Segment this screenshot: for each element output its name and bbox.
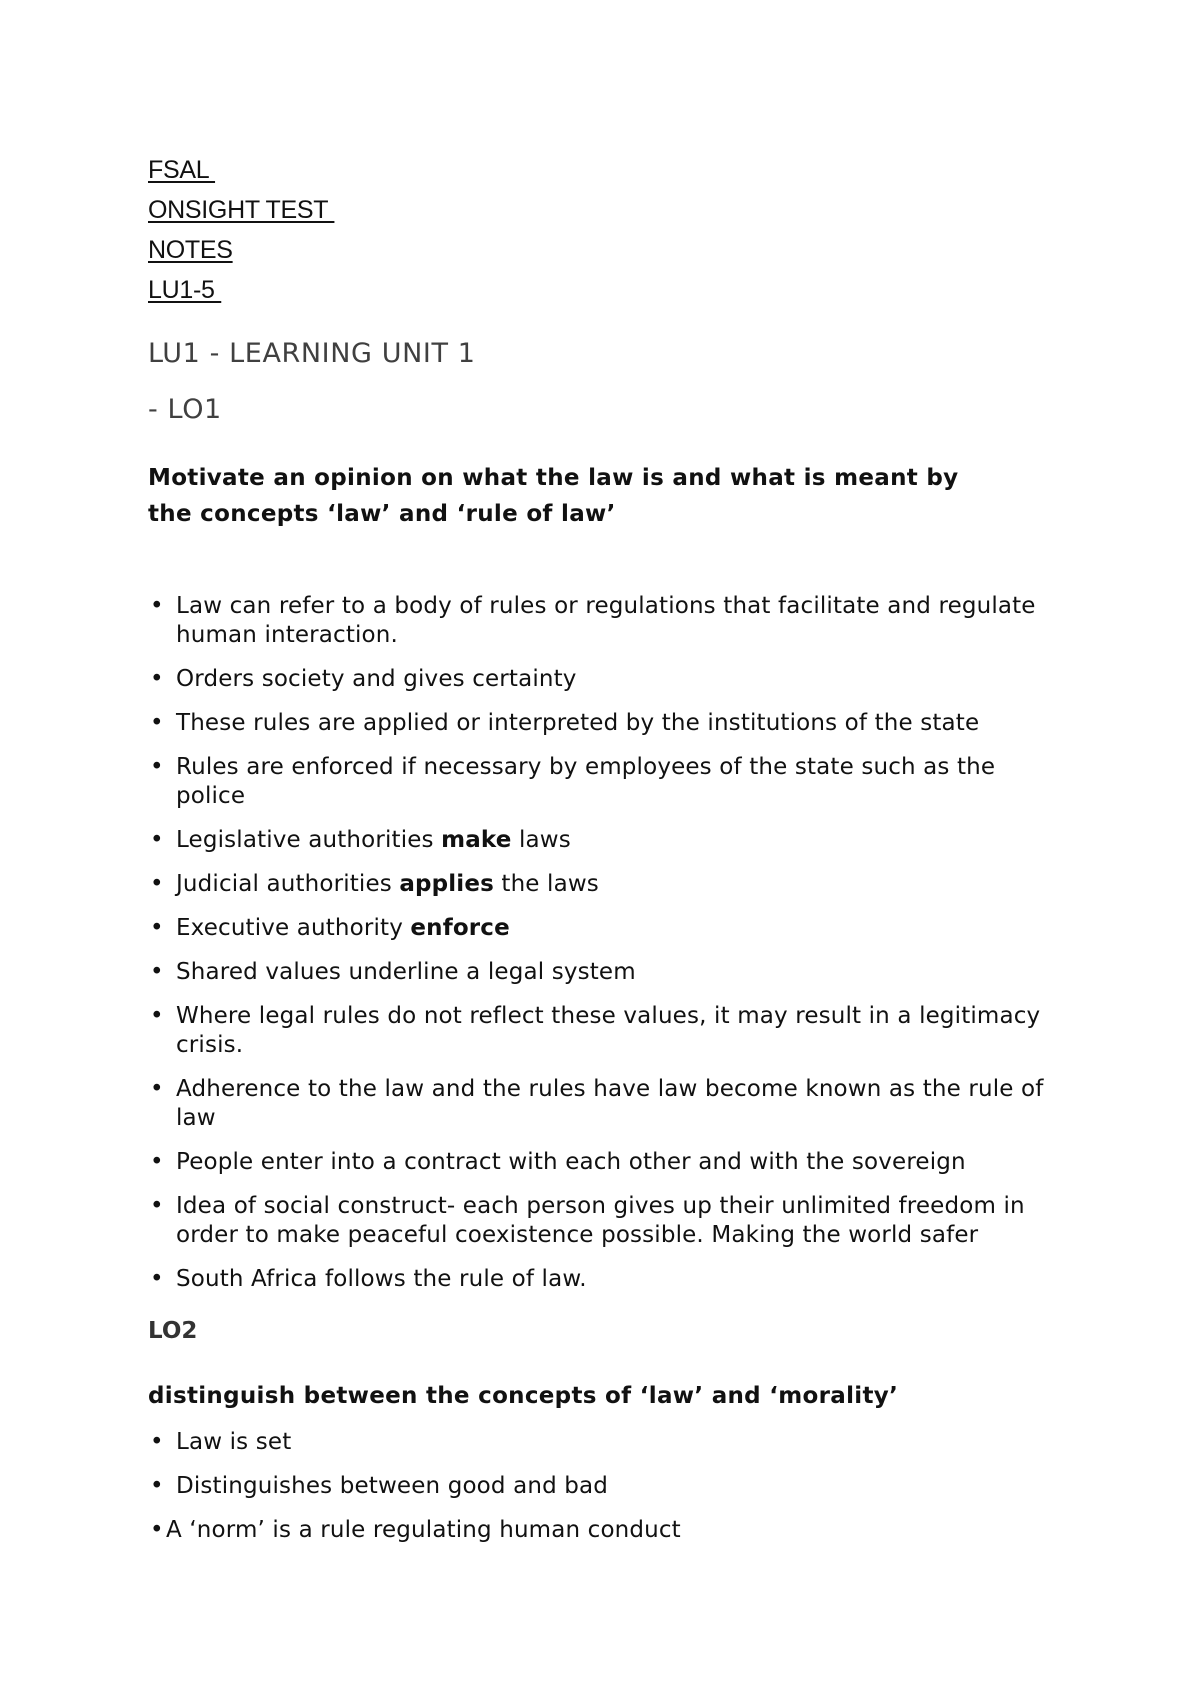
header-units: LU1-5 — [148, 276, 222, 304]
bullet-icon: • — [150, 1429, 164, 1455]
list-item: • A ‘norm’ is a rule regulating human conduct — [150, 1517, 681, 1543]
bullet-icon: • — [150, 1193, 164, 1219]
bullet-icon: • — [150, 1517, 164, 1543]
list-item: • Executive authority enforce — [150, 915, 510, 941]
bullet-icon: • — [150, 593, 164, 619]
list-item: • Adherence to the law and the rules have law become known as the rule of law — [150, 1076, 1044, 1131]
list-item: • Orders society and gives certainty — [150, 666, 577, 692]
bullet-icon: • — [150, 754, 164, 780]
bullet-icon: • — [150, 1149, 164, 1175]
bullet-icon: • — [150, 959, 164, 985]
bullet-icon: • — [150, 915, 164, 941]
list-item: • Judicial authorities applies the laws — [150, 871, 599, 897]
list-item: • Where legal rules do not reflect these values, it may result in a legitimacy crisis. — [150, 1003, 1041, 1058]
bullet-icon: • — [150, 1473, 164, 1499]
bullet-icon: • — [150, 1266, 164, 1292]
header-test-type: ONSIGHT TEST — [148, 196, 335, 224]
bullet-icon: • — [150, 871, 164, 897]
bullet-icon: • — [150, 710, 164, 736]
list-item: • Distinguishes between good and bad — [150, 1473, 609, 1499]
lo1-objective-line-2: the concepts ‘law’ and ‘rule of law’ — [148, 501, 616, 527]
lo1-objective-line-1: Motivate an opinion on what the law is and what is meant by — [148, 465, 959, 491]
list-item: • Law is set — [150, 1429, 292, 1455]
lo2-heading: LO2 — [148, 1318, 198, 1344]
bullet-icon: • — [150, 827, 164, 853]
unit-title: LU1 - LEARNING UNIT 1 — [148, 338, 476, 369]
list-item: • Rules are enforced if necessary by employees of the state such as the police — [150, 754, 996, 809]
list-item: • South Africa follows the rule of law. — [150, 1266, 587, 1292]
document-header — [148, 150, 334, 310]
lo1-bullet-list — [148, 592, 1068, 1309]
lo1-heading: - LO1 — [148, 394, 222, 425]
header-notes: NOTES — [148, 236, 233, 264]
list-item: • People enter into a contract with each other and with the sovereign — [150, 1149, 966, 1175]
bullet-icon: • — [150, 1076, 164, 1102]
list-item: • Idea of social construct- each person gives up their unlimited freedom in order to make peaceful coexistence possible. Making the world safer — [150, 1193, 1025, 1248]
lo2-bullet-list — [148, 1428, 1068, 1560]
lo1-objective — [148, 460, 1048, 532]
list-item: • Law can refer to a body of rules or regulations that facilitate and regulate human interaction. — [150, 593, 1036, 648]
bullet-icon: • — [150, 666, 164, 692]
list-item: • Shared values underline a legal system — [150, 959, 636, 985]
header-course-code: FSAL — [148, 156, 216, 184]
lo2-objective: distinguish between the concepts of ‘law’ and ‘morality’ — [148, 1383, 899, 1409]
bullet-icon: • — [150, 1003, 164, 1029]
list-item: • Legislative authorities make laws — [150, 827, 571, 853]
list-item: • These rules are applied or interpreted by the institutions of the state — [150, 710, 980, 736]
